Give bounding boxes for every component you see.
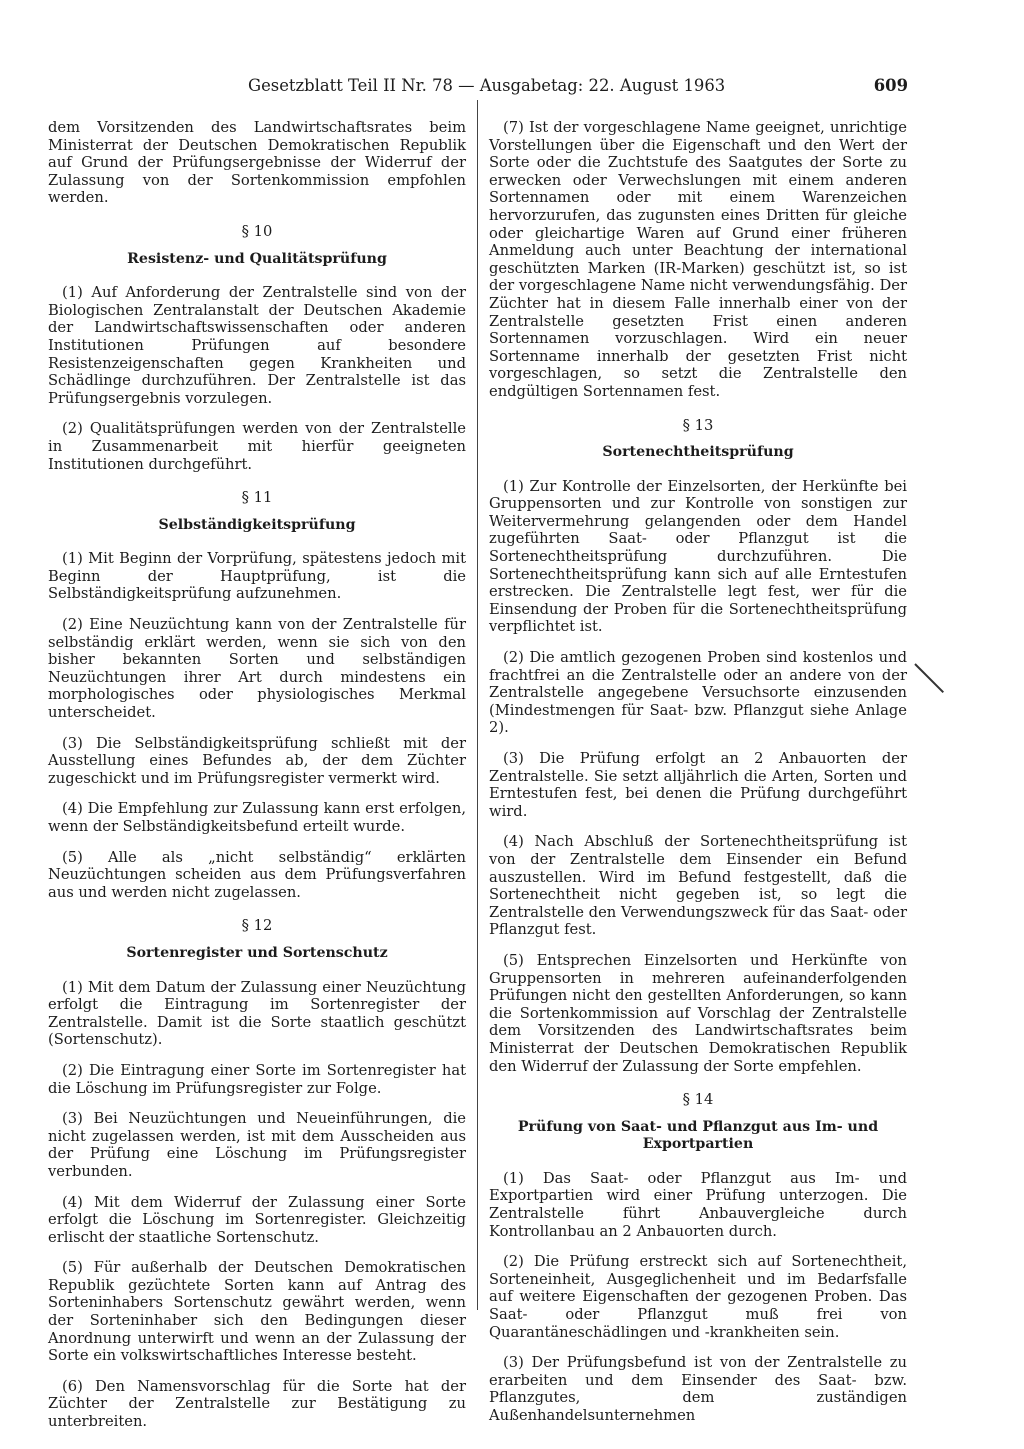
paragraph: (4) Die Empfehlung zur Zulassung kann erst erfolgen, wenn der Selbständigkeitsbefund erteilt wurde. [48, 800, 466, 835]
paragraph: (3) Der Prüfungsbefund ist von der Zentralstelle zu erarbeiten und dem Einsender des Saat- bzw. Pflanzgutes, dem zuständigen Außenhandelsunternehmen [489, 1354, 907, 1424]
section-12-number: § 12 [241, 917, 273, 935]
left-column [48, 119, 466, 1444]
column-divider [477, 100, 478, 1310]
section-14-number: § 14 [682, 1091, 714, 1109]
paragraph: (1) Mit dem Datum der Zulassung einer Neuzüchtung erfolgt die Eintragung im Sortenregister der Zentralstelle. Damit ist die Sorte staatlich geschützt (Sortenschutz). [48, 978, 466, 1049]
paragraph: (3) Bei Neuzüchtungen und Neueinführungen, die nicht zugelassen werden, ist mit dem Ausscheiden aus der Prüfung eine Löschung im Prüfungsregister verbunden. [48, 1110, 466, 1180]
right-column [489, 119, 907, 1438]
paragraph: (2) Qualitätsprüfungen werden von der Zentralstelle in Zusammenarbeit mit hierfür geeigneten Institutionen durchgeführt. [48, 420, 466, 473]
intro-paragraph: dem Vorsitzenden des Landwirtschaftsrates beim Ministerrat der Deutschen Demokratischen Republik auf Grund der Prüfungsergebnisse der Widerruf der Zulassung von der Sortenkommission empfohlen werden. [48, 119, 466, 207]
paragraph: (1) Auf Anforderung der Zentralstelle sind von der Biologischen Zentralanstalt der Deutschen Akademie der Landwirtschaftswissenschaften oder anderen Institutionen Prüfungen auf besondere Resistenzeigenschaften gegen Krankheiten und Schädlinge durchzuführen. Der Zentralstelle ist das Prüfungsergebnis vorzulegen. [48, 284, 466, 407]
paragraph: (7) Ist der vorgeschlagene Name geeignet, unrichtige Vorstellungen über die Eigenschaft und den Wert der Sorte oder die Zuchtstufe des Saatgutes der Sorte zu erwecken oder Verwechslungen mit einem anderen Sortennamen oder mit einem Warenzeichen hervorzurufen, das zugunsten eines Dritten für gleiche oder gleichartige Waren auf Grund einer früheren Anmeldung auch unter Beachtung der international geschützten Marken (IR-Marken) geschützt ist, so ist der vorgeschlagene Name nicht verwendungsfähig. Der Züchter hat in diesem Falle innerhalb einer von der Zentralstelle gesetzten Frist einen anderen Sortennamen vorzuschlagen. Wird ein neuer Sortenname innerhalb der gesetzten Frist nicht vorgeschlagen, so setzt die Zentralstelle den endgültigen Sortennamen fest. [489, 119, 907, 400]
header-title: Gesetzblatt Teil II Nr. 78 — Ausgabetag: 22. August 1963 [248, 76, 726, 95]
page-header [50, 74, 908, 98]
paragraph: (1) Das Saat- oder Pflanzgut aus Im- und Exportpartien wird einer Prüfung unterzogen. Die Zentralstelle führt Anbauvergleiche durch Kontrollanbau an 2 Anbauorten durch. [489, 1169, 907, 1240]
margin-pen-mark [914, 663, 944, 693]
paragraph: (5) Alle als „nicht selbständig“ erklärten Neuzüchtungen scheiden aus dem Prüfungsverfahren aus und werden nicht zugelassen. [48, 848, 466, 901]
section-13-number: § 13 [682, 416, 714, 434]
paragraph: (3) Die Prüfung erfolgt an 2 Anbauorten der Zentralstelle. Sie setzt alljährlich die Arten, Sorten und Erntestufen fest, bei denen die Prüfung durchgeführt wird. [489, 750, 907, 820]
paragraph: (1) Mit Beginn der Vorprüfung, spätestens jedoch mit Beginn der Hauptprüfung, ist die Selbständigkeitsprüfung aufzunehmen. [48, 550, 466, 603]
paragraph: (4) Nach Abschluß der Sortenechtheitsprüfung ist von der Zentralstelle dem Einsender ein Befund auszustellen. Wird im Befund festgestellt, daß die Sortenechtheit nicht gegeben ist, so legt die Zentralstelle den Verwendungszweck für das Saat- oder Pflanzgut fest. [489, 833, 907, 939]
paragraph: (5) Für außerhalb der Deutschen Demokratischen Republik gezüchtete Sorten kann auf Antrag des Sorteninhabers Sortenschutz gewährt werden, wenn der Sorteninhaber sich den Bedingungen dieser Anordnung unterwirft und wenn an der Zulassung der Sorte ein volkswirtschaftliches Interesse besteht. [48, 1259, 466, 1365]
section-10-title: Resistenz- und Qualitätsprüfung [127, 250, 387, 267]
section-12-title: Sortenregister und Sortenschutz [126, 944, 388, 961]
page-number: 609 [873, 76, 908, 95]
paragraph: (2) Die Prüfung erstreckt sich auf Sortenechtheit, Sorteneinheit, Ausgeglichenheit und im Bedarfsfalle auf weitere Eigenschaften der gezogenen Proben. Das Saat- oder Pflanzgut muß frei von Quarantäneschädlingen und -krankheiten sein. [489, 1253, 907, 1341]
paragraph: (2) Eine Neuzüchtung kann von der Zentralstelle für selbständig erklärt werden, wenn sie sich von den bisher bekannten Sorten und selbständigen Neuzüchtungen ihrer Art durch mindestens ein morphologisches oder physiologisches Merkmal unterscheidet. [48, 616, 466, 722]
section-11-number: § 11 [241, 489, 273, 507]
paragraph: (2) Die Eintragung einer Sorte im Sortenregister hat die Löschung im Prüfungsregister zur Folge. [48, 1061, 466, 1097]
paragraph: (4) Mit dem Widerruf der Zulassung einer Sorte erfolgt die Löschung im Sortenregister. Gleichzeitig erlischt der staatliche Sortenschutz. [48, 1193, 466, 1246]
paragraph: (1) Zur Kontrolle der Einzelsorten, der Herkünfte bei Gruppensorten und zur Kontrolle von sonstigen zur Weitervermehrung gelangenden oder dem Handel zugeführten Saat- oder Pflanzgut ist die Sortenechtheitsprüfung durchzuführen. Die Sortenechtheitsprüfung kann sich auf alle Erntestufen erstrecken. Die Zentralstelle legt fest, wer für die Einsendung der Proben für die Sortenechtheitsprüfung verpflichtet ist. [489, 477, 907, 636]
paragraph: (3) Die Selbständigkeitsprüfung schließt mit der Ausstellung eines Befundes ab, der dem Züchter zugeschickt und im Prüfungsregister vermerkt wird. [48, 734, 466, 787]
section-14-title: Prüfung von Saat- und Pflanzgut aus Im- und Exportpartien [517, 1118, 879, 1153]
paragraph: (2) Die amtlich gezogenen Proben sind kostenlos und frachtfrei an die Zentralstelle oder an andere von der Zentralstelle angegebene Versuchsorte einzusenden (Mindestmengen für Saat- bzw. Pflanzgut siehe Anlage 2). [489, 649, 907, 737]
section-11-title: Selbständigkeitsprüfung [158, 516, 356, 533]
section-10-number: § 10 [241, 222, 273, 240]
section-13-title: Sortenechtheitsprüfung [602, 444, 794, 461]
paragraph: (6) Den Namensvorschlag für die Sorte hat der Züchter der Zentralstelle zur Bestätigung zu unterbreiten. [48, 1377, 466, 1431]
paragraph: (5) Entsprechen Einzelsorten und Herkünfte von Gruppensorten in mehreren aufeinanderfolgenden Prüfungen nicht den gestellten Anforderungen, so kann die Sortenkommission auf Vorschlag der Zentralstelle dem Vorsitzenden des Landwirtschaftsrates beim Ministerrat der Deutschen Demokratischen Republik den Widerruf der Zulassung der Sorte empfehlen. [489, 951, 907, 1075]
